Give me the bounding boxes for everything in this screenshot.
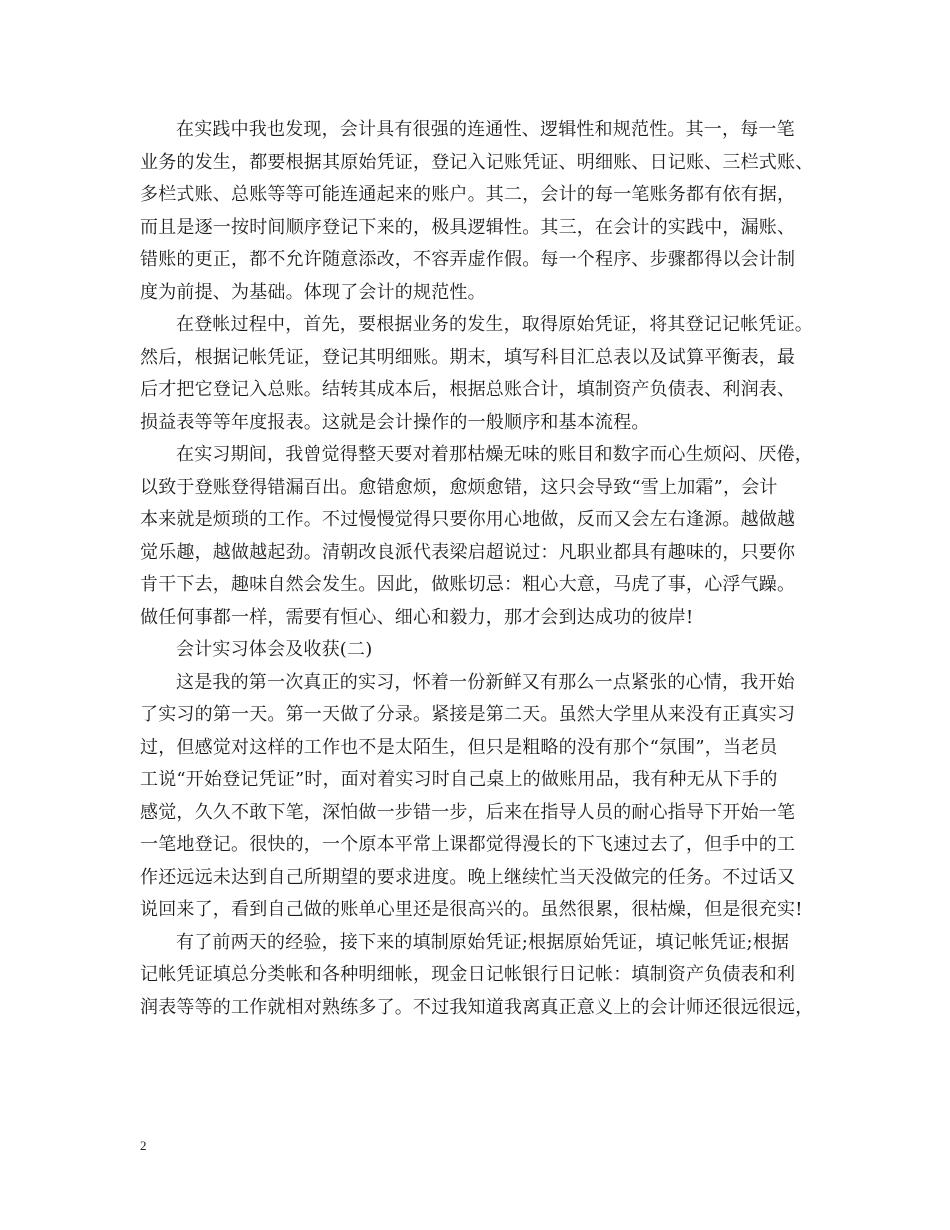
text-line: 做任何事都一样，需要有恒心、细心和毅力，那才会到达成功的彼岸! bbox=[140, 606, 694, 628]
text-line: 作还远远未达到自己所期望的要求进度。晚上继续忙当天没做完的任务。不过话又 bbox=[140, 866, 796, 888]
text-line: 工说“开始登记凭证”时，面对着实习时自己桌上的做账用品，我有种无从下手的 bbox=[140, 769, 778, 790]
paragraph-experience-gained bbox=[140, 927, 830, 1025]
document-body bbox=[140, 114, 830, 1024]
text-line: 在实习期间，我曾觉得整天要对着那枯燥无味的账目和数字而心生烦闷、厌倦， bbox=[176, 444, 813, 465]
text-line: 在登帐过程中，首先，要根据业务的发生，取得原始凭证，将其登记记帐凭证。 bbox=[176, 314, 813, 335]
text-line: 觉乐趣，越做越起劲。清朝改良派代表梁启超说过：凡职业都具有趣味的，只要你 bbox=[140, 541, 796, 563]
text-line: 说回来了，看到自己做的账单心里还是很高兴的。虽然很累，很枯燥，但是很充实! bbox=[140, 899, 803, 920]
text-line: 润表等等的工作就相对熟练多了。不过我知道我离真正意义上的会计师还很远很远， bbox=[140, 996, 814, 1018]
text-line: 后才把它登记入总账。结转其成本后，根据总账合计，填制资产负债表、利润表、 bbox=[140, 379, 796, 400]
paragraph-internship-attitude bbox=[140, 439, 830, 634]
text-line: 本来就是烦琐的工作。不过慢慢觉得只要你用心地做，反而又会左右逢源。越做越 bbox=[140, 509, 796, 530]
text-line: 肯干下去，趣味自然会发生。因此，做账切忌：粗心大意，马虎了事，心浮气躁。 bbox=[140, 574, 796, 595]
text-line: 过，但感觉对这样的工作也不是太陌生，但只是粗略的没有那个“氛围”，当老员 bbox=[140, 736, 778, 758]
paragraph-bookkeeping-process bbox=[140, 309, 830, 439]
text-line: 多栏式账、总账等等可能连通起来的账户。其二，会计的每一笔账务都有依有据， bbox=[140, 184, 796, 205]
text-line: 业务的发生，都要根据其原始凭证，登记入记账凭证、明细账、日记账、三栏式账、 bbox=[140, 151, 814, 173]
text-line: 以致于登账登得错漏百出。愈错愈烦，愈烦愈错，这只会导致“雪上加霜”，会计 bbox=[140, 476, 778, 498]
paragraph-first-internship bbox=[140, 667, 830, 927]
text-line: 然后，根据记帐凭证，登记其明细账。期末，填写科目汇总表以及试算平衡表，最 bbox=[140, 346, 796, 368]
text-line: 感觉，久久不敢下笔，深怕做一步错一步，后来在指导人员的耐心指导下开始一笔 bbox=[140, 801, 796, 823]
text-line: 在实践中我也发现，会计具有很强的连通性、逻辑性和规范性。其一，每一笔 bbox=[176, 119, 795, 140]
text-line: 损益表等等年度报表。这就是会计操作的一般顺序和基本流程。 bbox=[140, 411, 650, 433]
text-line: 错账的更正，都不允许随意添改，不容弄虚作假。每一个程序、步骤都得以会计制 bbox=[140, 249, 796, 270]
paragraph-accounting-characteristics bbox=[140, 114, 830, 309]
text-line: 一笔地登记。很快的，一个原本平常上课都觉得漫长的下飞速过去了，但手中的工 bbox=[140, 834, 796, 855]
section-heading-text: 会计实习体会及收获(二) bbox=[176, 639, 373, 660]
text-line: 有了前两天的经验，接下来的填制原始凭证;根据原始凭证，填记帐凭证;根据 bbox=[176, 931, 790, 953]
section-heading bbox=[140, 634, 830, 667]
text-line: 记帐凭证填总分类帐和各种明细帐，现金日记帐银行日记帐：填制资产负债表和利 bbox=[140, 964, 796, 985]
text-line: 这是我的第一次真正的实习，怀着一份新鲜又有那么一点紧张的心情，我开始 bbox=[176, 671, 795, 693]
text-line: 了实习的第一天。第一天做了分录。紧接是第二天。虽然大学里从来没有正真实习 bbox=[140, 704, 796, 725]
page-number: 2 bbox=[140, 1138, 147, 1153]
text-line: 度为前提、为基础。体现了会计的规范性。 bbox=[140, 281, 486, 303]
text-line: 而且是逐一按时间顺序登记下来的，极具逻辑性。其三，在会计的实践中，漏账、 bbox=[140, 216, 796, 238]
